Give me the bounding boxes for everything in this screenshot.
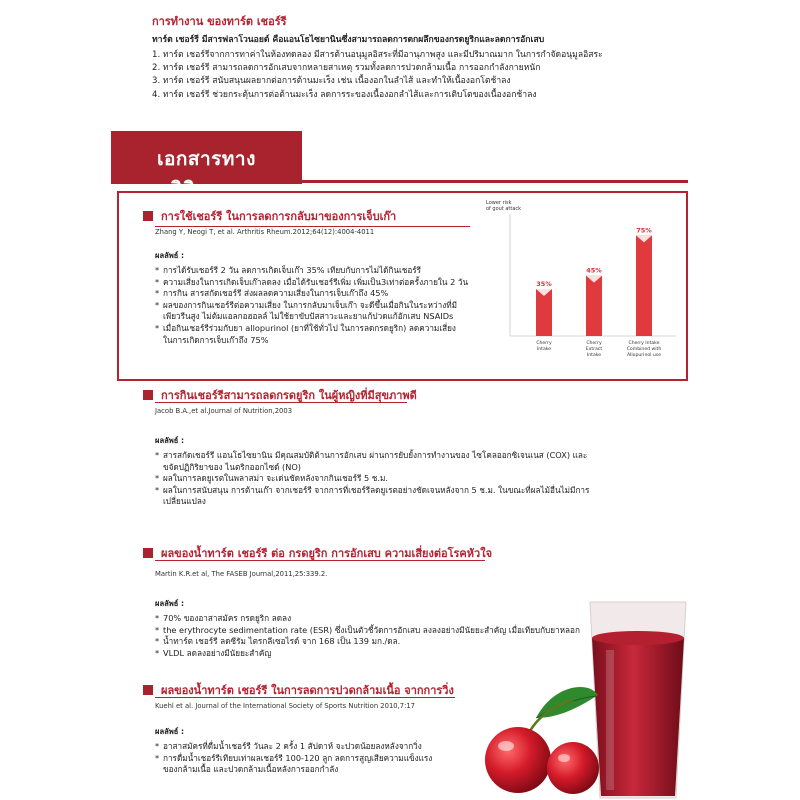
chart-category-label: Cherry: [536, 341, 552, 346]
juice-surface: [592, 631, 684, 645]
results-label: ผลลัพธ์ :: [155, 251, 185, 260]
cherry-juice-image: [478, 600, 688, 800]
intro-list: [152, 49, 772, 102]
result-item: * ผลของการกินเชอร์รีต่อความเสี่ยง ในการกลับมาเจ็บเก๊า จะดีขึ้นเมื่อกินในระหว่างที่มี: [155, 300, 468, 312]
chart-category-label: Allopurinol use: [626, 353, 662, 358]
banner-divider: [302, 180, 688, 183]
chart-category-label: Cherry Intake: [628, 341, 660, 346]
study-section-gout: [143, 207, 468, 346]
intro-title: การทำงาน ของทาร์ต เชอร์รี: [152, 15, 287, 28]
section-title: ผลของน้ำทาร์ต เชอร์รี ในการลดการปวดกล้ามเนื้อ จากการวิ่ง: [161, 684, 454, 697]
chart-value-label: 35%: [536, 280, 552, 289]
section-reference: Jacob B.A.,et al.Journal of Nutrition,2003: [155, 407, 293, 415]
results-label: ผลลัพธ์ :: [155, 599, 185, 608]
chart-category-label: Cherry: [586, 341, 602, 346]
result-item: * การดื่มน้ำเชอร์รีเทียบเท่าผลเชอร์รี 100-120 ลูก ลดการสูญเสียความแข็งแรง: [155, 753, 454, 765]
result-item: * อาสาสมัครที่ดื่มน้ำเชอร์รี วันละ 2 ครั้ง 1 สัปดาห์ จะปวดน้อยลงหลังจากวิ่ง: [155, 741, 454, 753]
results-list: [155, 450, 589, 508]
section-underline: [155, 402, 407, 403]
gout-risk-chart: [476, 196, 681, 372]
result-item-continued: ในการเกิดการเจ็บเก๊าถึง 75%: [163, 334, 269, 345]
intro-subtitle: ทาร์ต เชอร์รี มีสารฟลาโวนอยด์ คือแอนโธไซยานินซึ่งสามารถลดการตกผลึกของกรดยูริกและลดการอักเสบ: [152, 35, 545, 45]
chart-ylabel-line2: of gout attack: [486, 206, 522, 212]
section-marker: [143, 390, 153, 400]
section-reference: Martin K.R.et al, The FASEB Journal,2011,25:339.2.: [155, 570, 328, 578]
result-item: * น้ำทาร์ต เชอร์รี ลดซีรัม ไตรกลีเซอไรด์ จาก 168 เป็น 139 มก./ดล.: [155, 636, 580, 648]
section-underline: [155, 226, 470, 227]
chart-category-label: Combined with: [626, 347, 662, 352]
cherry-highlight: [498, 741, 514, 751]
result-item: * the erythrocyte sedimentation rate (ESR) ซึ่งเป็นตัวชี้วัดการอักเสบ ลงลงอย่างมีนัยยะสำคัญ เมื่อเทียบกับยาหลอก: [155, 625, 580, 637]
section-marker: [143, 685, 153, 695]
chart-value-label: 75%: [636, 226, 652, 235]
section-reference: Zhang Y, Neogi T, et al. Arthritis Rheum.2012;64(12):4004-4011: [155, 228, 375, 236]
result-item: * การได้รับเชอร์รี 2 วัน ลดการเกิดเจ็บเก๊า 35% เทียบกับการไม่ได้กินเชอร์รี: [155, 265, 468, 277]
intro-item: 1. ทาร์ต เชอร์รีจากการทาค่าในห้องทดลอง มีสารต้านอนุมูลอิสระที่มีอานุภาพสูง และมีปริมาณมาก ในการกำจัดอนุมูลอิสระ: [152, 50, 603, 60]
section-underline: [155, 560, 485, 561]
study-section-muscle-pain: [143, 681, 454, 776]
result-item-continued: เปลี่ยนแปลง: [163, 496, 206, 507]
section-reference: Kuehl et al. Journal of the International Society of Sports Nutrition 2010,7:17: [155, 702, 416, 710]
results-label: ผลลัพธ์ :: [155, 436, 185, 445]
result-item: * VLDL ลดลงอย่างมีนัยยะสำคัญ: [155, 648, 580, 660]
section-title: ผลของน้ำทาร์ต เชอร์รี ต่อ กรดยูริก การอักเสบ ความเสี่ยงต่อโรคหัวใจ: [161, 547, 493, 560]
chart-value-label: 45%: [586, 266, 602, 275]
chart-svg: [476, 196, 681, 372]
glass-highlight: [606, 650, 614, 790]
result-item: * ความเสี่ยงในการเกิดเจ็บเก๊าลดลง เมื่อได้รับเชอร์รีเพิ่ม เพิ่มเป็น3เท่าต่อครั้งภายใน 2 วัน: [155, 277, 468, 289]
section-title: การกินเชอร์รีสามารถลดกรดยูริก ในผู้หญิงที่มีสุขภาพดี: [161, 389, 417, 402]
chart-bar: [636, 235, 652, 336]
chart-bar: [586, 276, 602, 336]
result-item-continued: ขจัดปฏิกิริยาของ ไนตริกออกไซด์ (NO): [163, 461, 302, 472]
section-marker: [143, 548, 153, 558]
result-item-continued: ของกล้ามเนื้อ และปวดกล้ามเนื้อหลังการออกกำลัง: [163, 764, 339, 775]
cherry-front: [485, 727, 551, 793]
banner-label: เอกสารทางคลินิก: [157, 148, 256, 200]
chart-ylabel: Lower risk: [486, 200, 512, 206]
results-list: [155, 265, 468, 346]
result-item: * การกิน สารสกัดเชอร์รี ส่งผลลดความเสี่ยงในการเจ็บเก๊าถึง 45%: [155, 288, 468, 300]
chart-category-label: Intake: [586, 353, 602, 358]
cherry-highlight: [558, 754, 570, 762]
cherry-back: [547, 742, 599, 794]
chart-category-label: Intake: [536, 347, 552, 352]
intro-item: 3. ทาร์ต เชอร์รี สนับสนุนผลยากต่อการต้านมะเร็ง เช่น เนื้องอกในลำไส้ และทำให้เนื้องอกโตช้าลง: [152, 76, 511, 87]
intro-item: 4. ทาร์ต เชอร์รี ช่วยกระตุ้นการต่อต้านมะเร็ง ลดการระของเนื้องอกลำไส้และการเติบโตของเนื้องอกช้าลง: [152, 89, 537, 100]
clinical-docs-banner: [111, 131, 302, 200]
section-header: [143, 207, 468, 225]
study-section-uric-acid: [143, 386, 589, 508]
result-item: * ผลในการสนับสนุน การต้านเก๊า จากเชอร์รี จากการที่เชอร์รีลดยูเรตอย่างชัดเจนหลังจาก 5 ช.ม. ในขณะที่ผลไม้อื่นไม่มีการ: [155, 485, 589, 497]
chart-bars: [536, 226, 661, 358]
result-item: * ผลในการลดยูเรตในพลาสม่า จะเด่นชัดหลังจากกินเชอร์รี 5 ช.ม.: [155, 473, 589, 485]
section-marker: [143, 211, 153, 221]
cherry-juice-illustration: [478, 600, 688, 800]
result-item: * สารสกัดเชอร์รี แอนโธไซยานิน มีคุณสมบัติต้านการอักเสบ ผ่านการยับยั้งการทำงานของ ไซโคลออกซิเจนเนส (COX) และ: [155, 450, 589, 462]
section-title: การใช้เชอร์รี ในการลดการกลับมาของการเจ็บเก๊า: [161, 210, 397, 223]
chart-bar: [536, 289, 552, 336]
result-item: * 70% ของอาสาสมัคร กรดยูริก ลดลง: [155, 613, 580, 625]
intro-item: 2. ทาร์ต เชอร์รี สามารถลดการอักเสบจากหลายสาเหตุ รวมทั้งลดการปวดกล้ามเนื้อ การออกกำลังกายหนัก: [152, 63, 541, 74]
intro-block: [152, 12, 772, 102]
result-item: * เมื่อกินเชอร์รีร่วมกับยา allopurinol (ยาที่ใช้ทั่วไป ในการลดกรดยูริก) ลดความเสี่ยง: [155, 323, 468, 335]
results-label: ผลลัพธ์ :: [155, 727, 185, 736]
result-item-continued: เพียวรีนสูง ไม่ต้มแอลกอฮอลล์ ไม่ใช้ยาขับปัสสาวะและยาแก้ปวดแก้อักเสบ NSAIDs: [163, 311, 454, 322]
chart-category-label: Extract: [585, 347, 603, 352]
results-list: [155, 741, 454, 776]
section-underline: [155, 697, 455, 698]
juice: [592, 638, 684, 796]
